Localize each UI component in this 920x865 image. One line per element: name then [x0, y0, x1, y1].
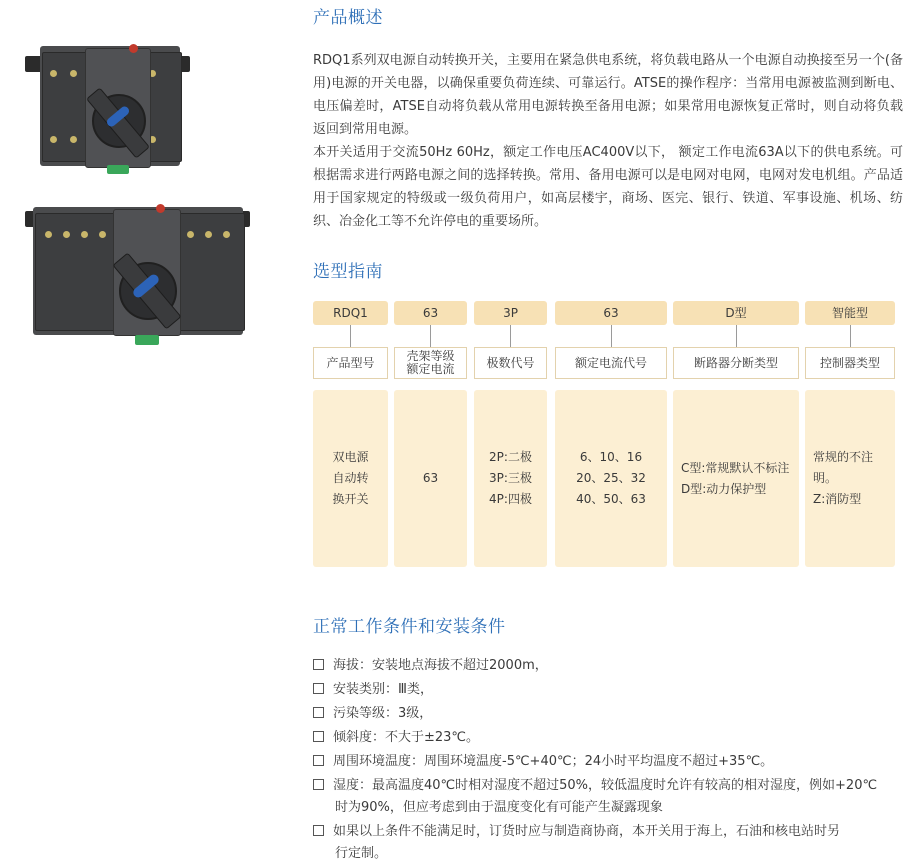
desc-rated-current: 6、10、16 20、25、32 40、50、63 — [555, 390, 667, 567]
connector-line — [510, 325, 511, 347]
connector-line — [350, 325, 351, 347]
code-model: RDQ1 — [313, 301, 388, 325]
product-image-2p — [25, 44, 190, 176]
desc-breaker-type: C型:常规默认不标注 D型:动力保护型 — [673, 390, 799, 567]
desc-frame-current: 63 — [394, 390, 467, 567]
checkbox-icon — [313, 755, 324, 766]
label-poles: 极数代号 — [474, 347, 547, 379]
overview-paragraph-2: 本开关适用于交流50Hz 60Hz，额定工作电压AC400V以下， 额定工作电流63A以下的供电系统。可根据需求进行两路电源之间的选择转换。常用、备用电源可以是电网对电网，电网对发电机组。产品适用于国家规定的特级或一级负荷用户，如高层楼宇，商场、医完、银行、铁道、军事设施、机场、纺织、冶金化工等不允许停电的重要场所。 — [313, 145, 903, 229]
condition-special-order: 如果以上条件不能满足时，订货时应与制造商协商，本开关用于海上，石油和核电站时另 行定制。 — [313, 821, 903, 865]
checkbox-icon — [313, 659, 324, 670]
code-rated-current: 63 — [555, 301, 667, 325]
label-rated-current: 额定电流代号 — [555, 347, 667, 379]
condition-inclination: 倾斜度：不大于±23℃。 — [313, 727, 903, 749]
conditions-title: 正常工作条件和安装条件 — [313, 617, 506, 637]
condition-humidity: 湿度：最高温度40℃时相对湿度不超过50%，较低温度时允许有较高的相对湿度，例如+20℃ 时为90%，但应考虑到由于温度变化有可能产生凝露现象 — [313, 775, 903, 819]
code-breaker-type: D型 — [673, 301, 799, 325]
checkbox-icon — [313, 707, 324, 718]
connector-line — [430, 325, 431, 347]
condition-pollution: 污染等级：3级， — [313, 703, 903, 725]
checkbox-icon — [313, 825, 324, 836]
overview-paragraph-1: RDQ1系列双电源自动转换开关，主要用在紧急供电系统，将负载电路从一个电源自动换接至另一个(备用)电源的开关电器，以确保重要负荷连续、可靠运行。ATSE的操作程序：当常用电源被监测到断电、电压偏差时，ATSE自动将负载从常用电源转换至备用电源；如果常用电源恢复正常时，则自动将负载返回到常用电源。 — [313, 53, 903, 137]
product-image-4p — [25, 207, 250, 347]
condition-temperature: 周围环境温度：周围环境温度-5℃+40℃；24小时平均温度不超过+35℃。 — [313, 751, 903, 773]
desc-poles: 2P:二极 3P:三极 4P:四极 — [474, 390, 547, 567]
desc-model: 双电源 自动转 换开关 — [313, 390, 388, 567]
connector-line — [850, 325, 851, 347]
label-model: 产品型号 — [313, 347, 388, 379]
label-controller: 控制器类型 — [805, 347, 895, 379]
label-breaker-type: 断路器分断类型 — [673, 347, 799, 379]
checkbox-icon — [313, 779, 324, 790]
code-controller: 智能型 — [805, 301, 895, 325]
connector-line — [611, 325, 612, 347]
code-poles: 3P — [474, 301, 547, 325]
condition-altitude: 海拔：安装地点海拔不超过2000m， — [313, 655, 903, 677]
checkbox-icon — [313, 683, 324, 694]
label-frame-current: 壳架等级 额定电流 — [394, 347, 467, 379]
code-frame-current: 63 — [394, 301, 467, 325]
checkbox-icon — [313, 731, 324, 742]
connector-line — [736, 325, 737, 347]
desc-controller: 常规的不注明。 Z:消防型 — [805, 390, 895, 567]
guide-title: 选型指南 — [313, 262, 383, 282]
condition-install-category: 安装类别：Ⅲ类， — [313, 679, 903, 701]
overview-title: 产品概述 — [313, 8, 383, 28]
